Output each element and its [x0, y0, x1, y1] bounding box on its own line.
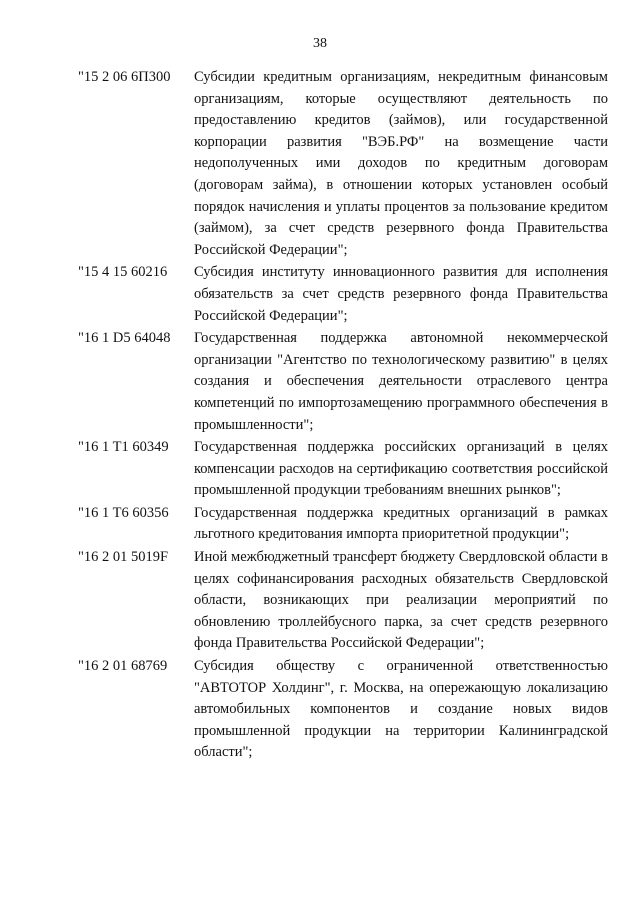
- list-item: [78, 656, 608, 764]
- list-item: [78, 547, 608, 655]
- budget-description: Государственная поддержка автономной некоммерческой организации "Агентство по технологическому развитию" в целях создания и обеспечения деятельности отраслевого центра компетенций по импортозамещению программного обеспечения в промышленности";: [194, 330, 608, 433]
- budget-code: "16 2 01 68769: [78, 658, 168, 675]
- list-item: [78, 328, 608, 436]
- budget-code-list: [78, 67, 608, 765]
- budget-code: "16 1 T1 60349: [78, 439, 169, 456]
- list-item: [78, 503, 608, 546]
- budget-description: Субсидия обществу с ограниченной ответственностью "АВТОТОР Холдинг", г. Москва, на опережающую локализацию автомобильных компонентов и создание новых видов промышленной продукции на территории Калининградской области";: [194, 658, 608, 761]
- budget-code: "15 4 15 60216: [78, 264, 168, 281]
- budget-description: Субсидия институту инновационного развития для исполнения обязательств за счет средств резервного фонда Правительства Российской Федерации";: [194, 264, 608, 324]
- budget-description: Государственная поддержка кредитных организаций в рамках льготного кредитования импорта приоритетной продукции";: [194, 504, 608, 543]
- page-number: 38: [313, 36, 327, 51]
- list-item: [78, 67, 608, 261]
- budget-description: Иной межбюджетный трансферт бюджету Свердловской области в целях софинансирования расходных обязательств Свердловской области, возникающих при реализации мероприятий по обновлению троллейбусного парка, за счет средств резервного фонда Правительства Российской Федерации";: [194, 549, 608, 652]
- budget-code: "16 1 T6 60356: [78, 504, 169, 521]
- budget-code: "16 1 D5 64048: [78, 330, 171, 347]
- list-item: [78, 262, 608, 327]
- budget-description: Субсидии кредитным организациям, некредитным финансовым организациям, которые осуществляют деятельность по предоставлению кредитов (займов), или государственной корпорации развития "ВЭБ.РФ" на возмещение части недополученных ими доходов по кредитным договорам (договорам займа), в отношении которых установлен особый порядок начисления и уплаты процентов за пользование кредитом (займом), за счет средств резервного фонда Правительства Российской Федерации";: [194, 69, 608, 258]
- budget-code: "16 2 01 5019F: [78, 549, 169, 566]
- budget-code: "15 2 06 6П300: [78, 69, 171, 85]
- list-item: [78, 437, 608, 502]
- budget-description: Государственная поддержка российских организаций в целях компенсации расходов на сертификацию соответствия российской промышленной продукции требованиям внешних рынков";: [194, 439, 608, 499]
